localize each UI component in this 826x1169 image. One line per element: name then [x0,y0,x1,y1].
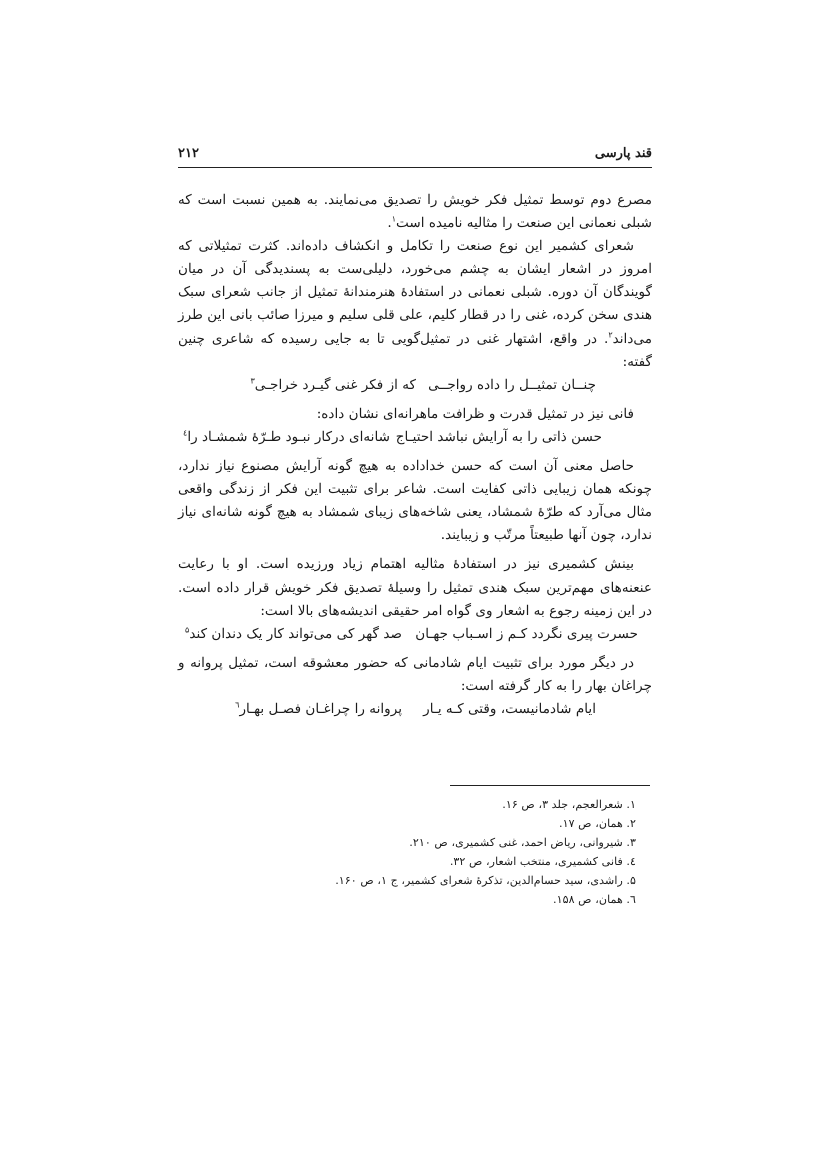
verse-hemistich-first: چنــان تمثیــل را داده رواجــی [428,376,596,393]
footnote: ۲. همان، ص ۱۷. [559,817,636,831]
paragraph: بینش کشمیری نیز در استفادهٔ مثالیه اهتمام زیاد ورزیده است. او با رعایت عنعنه‌های مهم‌ترین سبک هندی تمثیل را وسیلهٔ تصدیق فکر خویش قرار داده است. در این زمینه رجوع به اشعار وی گواه امر حقیقی اندیشه‌های بالا است: [178,556,652,619]
footnote-ref: ٤ [183,428,188,438]
footnote-ref: ۲ [608,330,613,340]
body-text [178,189,652,721]
verse-hemistich-first: حسرت پیری نگردد کـم ز اسـباب جهـان [415,625,638,642]
verse-line [178,623,652,646]
footnote: ۵. راشدی، سید حسام‌الدین، تذکرهٔ شعرای کشمیر، ج ۱، ص ۱۶۰. [335,874,636,888]
footnote-ref: ٦ [235,700,240,710]
footnote: ٤. فانی کشمیری، منتخب اشعار، ص ۳۲. [449,855,636,869]
page-number: ۲۱۲ [178,146,199,161]
paragraph: شعرای کشمیر این نوع صنعت را تکامل و انکشاف داده‌اند. کثرت تمثیلاتی که امروز در اشعار ایشان به چشم می‌خورد، دلیلی‌ست به پسندیدگی آن در میان گویندگان آن دوره. شبلی نعمانی در استفادهٔ هنرمندانهٔ تمثیل از جانب شعرای سبک هندی سخن کرده، غنی را در قطار کلیم، علی قلی سلیم و میرزا صائب بانی این طرز می‌داند$^۲$. در واقع، اشتهار غنی در تمثیل‌گویی تا به جایی رسیده که شاعری چنین گفته: [178,238,652,370]
header-rule [178,167,652,168]
verse-line [178,374,652,397]
footnote: ۱. شعرالعجم، جلد ۳، ص ۱۶. [502,798,636,811]
footnote: ۳. شیروانی، ریاض احمد، غنی کشمیری، ص ۲۱۰. [409,836,636,850]
paragraph: مصرع دوم توسط تمثیل فکر خویش را تصدیق می‌نمایند. به همین نسبت است که شبلی نعمانی این صنعت را مثالیه نامیده است$^۱$. [178,192,652,232]
verse-hemistich-second: که از فکر غنی گیـرد خراجـی$^۳$ [250,376,416,393]
paragraph: حاصل معنی آن است که حسن خداداده به هیچ گونه آرایش مصنوع نیاز ندارد، چونکه همان زیبایی ذاتی کفایت است. شاعر برای تثبیت این فکر از زندگی واقعی مثال می‌آرد که طرّهٔ شمشاد، یعنی شاخه‌های زیبای شمشاد به هیچ گونه شانه‌ای نیاز ندارد، چون آنها طبیعتاً مرتّب و زیبایند. [178,458,652,544]
footnote-ref: ۵ [185,625,190,635]
verse-hemistich-second: شانه‌ای درکار نبـود طـرّهٔ شمشـاد را$^٤$ [183,428,390,445]
verse-hemistich-second: صد گهر کی می‌تواند کار یک دندان کند$^۵$ [185,625,402,642]
running-header [178,146,652,168]
footnote-separator [450,785,650,786]
verse-hemistich-first: حسن ذاتی را به آرایش نباشد احتیـاج [395,428,602,445]
footnotes [178,795,652,910]
verse-line [178,698,652,721]
paragraph: در دیگر مورد برای تثبیت ایام شادمانی که حضور معشوقه است، تمثیل پروانه و چراغان بهار را به کار گرفته است: [178,654,652,694]
verse-hemistich-second: پروانه را چراغـان فصـل بهـار$^٦$ [235,700,402,717]
footnote: ٦. همان، ص ۱۵۸. [553,893,636,907]
footnote-ref: ۱ [391,214,397,224]
paragraph: فانی نیز در تمثیل قدرت و ظرافت ماهرانه‌ای نشان داده: [316,405,634,422]
verse-hemistich-first: ایام شادمانیست، وقتی کـه یـار [423,700,596,717]
footnote-ref: ۳ [250,376,255,386]
verse-line [178,426,652,449]
journal-title: قند پارسی [594,146,652,161]
